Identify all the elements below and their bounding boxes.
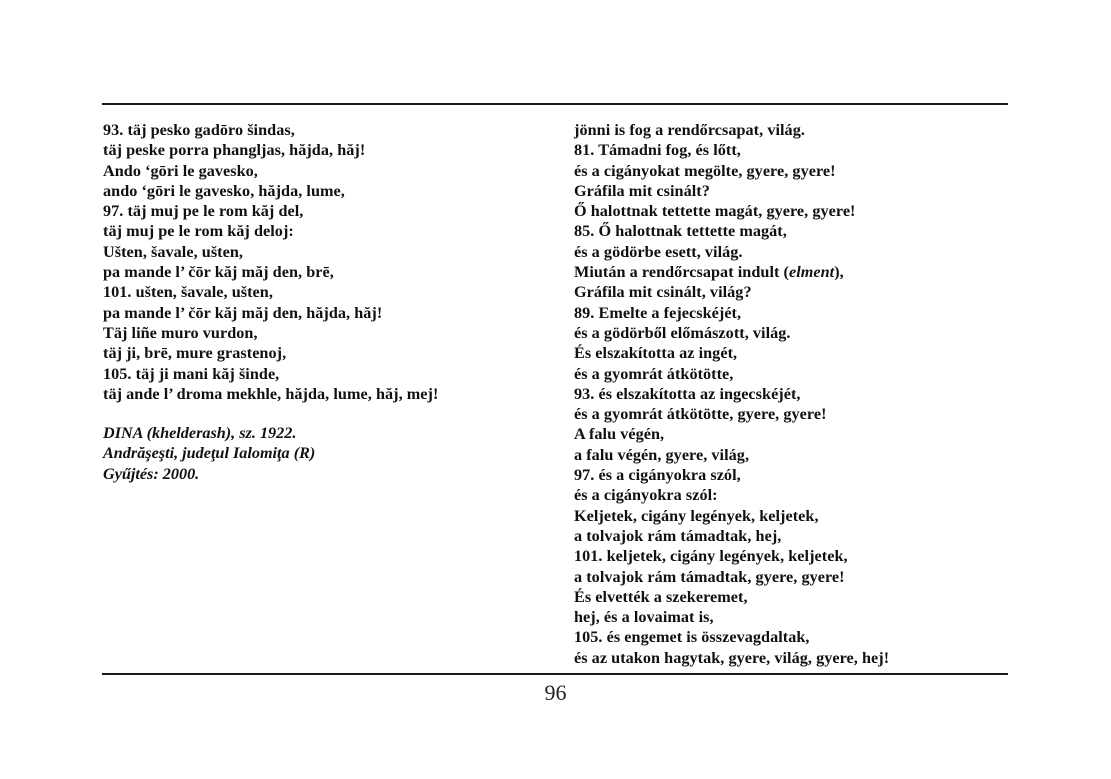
verse-line: És elszakította az ingét, xyxy=(574,344,738,363)
performer-info: DINA (khelderash), sz. 1922. xyxy=(103,424,297,442)
verse-line: 93. és elszakította az ingecskéjét, xyxy=(574,384,801,403)
verse-line: 97. täj muj pe le rom kăj del, xyxy=(103,202,304,221)
bottom-rule xyxy=(102,673,1008,675)
verse-line: Keljetek, cigány legények, keljetek, xyxy=(574,506,819,525)
verse-line: A falu végén, xyxy=(574,425,665,444)
verse-line: és a gödörből előmászott, világ. xyxy=(574,323,791,342)
verse-line-part: Miután a rendőrcsapat indult ( xyxy=(574,263,789,282)
verse-line: pa mande l’ čōr kăj măj den, hăjda, hăj! xyxy=(103,303,383,322)
source-info xyxy=(103,423,315,484)
verse-line: a tolvajok rám támadtak, hej, xyxy=(574,526,782,545)
verse-line: 81. Támadni fog, és lőtt, xyxy=(574,141,741,160)
verse-line: 85. Ő halottnak tettette magát, xyxy=(574,222,787,241)
verse-line: a falu végén, gyere, világ, xyxy=(574,445,750,464)
verse-line: 101. keljetek, cigány legények, keljetek, xyxy=(574,547,848,566)
verse-line: 105. täj ji mani kăj šinde, xyxy=(103,364,280,383)
verse-line: és a cigányokat megölte, gyere, gyere! xyxy=(574,161,836,180)
verse-line: és a cigányokra szól: xyxy=(574,486,718,505)
verse-line: a tolvajok rám támadtak, gyere, gyere! xyxy=(574,567,845,586)
verse-line: 89. Emelte a fejecskéjét, xyxy=(574,303,742,322)
verse-line: täj ji, brē, mure grastenoj, xyxy=(103,344,287,363)
verse-line: täj peske porra phangljas, hăjda, hăj! xyxy=(103,141,366,160)
verse-line: 101. ušten, šavale, ušten, xyxy=(103,283,273,302)
verse-line: jönni is fog a rendőrcsapat, világ. xyxy=(574,121,805,139)
top-rule xyxy=(102,103,1008,105)
place-info: Andrăşeşti, judeţul Ialomiţa (R) xyxy=(103,444,316,463)
verse-line: Gráfila mit csinált? xyxy=(574,181,710,200)
verse-line: És elvették a szekeremet, xyxy=(574,587,748,606)
verse-line: és a gyomrát átkötötte, xyxy=(574,364,734,383)
verse-line: hej, és a lovaimat is, xyxy=(574,608,714,627)
verse-line: Ő halottnak tettette magát, gyere, gyere! xyxy=(574,202,856,221)
verse-line: és a gödörbe esett, világ. xyxy=(574,242,743,261)
verse-line: 93. täj pesko gadōro šindas, xyxy=(103,121,295,139)
verse-line: 105. és engemet is összevagdaltak, xyxy=(574,628,810,647)
verse-line: és az utakon hagytak, gyere, világ, gyere, hej! xyxy=(574,648,890,667)
verse-line: 97. és a cigányokra szól, xyxy=(574,466,741,485)
verse-line: Täj liñe muro vurdon, xyxy=(103,323,258,342)
verse-line: pa mande l’ čōr kăj măj den, brē, xyxy=(103,263,334,282)
verse-line: täj ande l’ droma mekhle, hăjda, lume, hăj, mej! xyxy=(103,384,439,403)
verse-line: Gráfila mit csinált, világ? xyxy=(574,283,752,302)
collection-date: Gyűjtés: 2000. xyxy=(103,464,200,483)
page-number: 96 xyxy=(544,680,567,705)
verse-line: Ušten, šavale, ušten, xyxy=(103,242,243,261)
verse-line: és a gyomrát átkötötte, gyere, gyere! xyxy=(574,405,827,424)
verse-line: täj muj pe le rom kăj deloj: xyxy=(103,222,294,241)
romani-text-column xyxy=(103,120,438,404)
italic-gloss: elment xyxy=(788,263,835,282)
hungarian-translation-column xyxy=(574,120,889,668)
verse-line: ando ‘gōri le gavesko, hăjda, lume, xyxy=(103,181,345,200)
verse-line: Ando ‘gōri le gavesko, xyxy=(103,161,258,180)
verse-line-with-italic xyxy=(574,262,889,282)
verse-line-part: ), xyxy=(834,263,844,282)
